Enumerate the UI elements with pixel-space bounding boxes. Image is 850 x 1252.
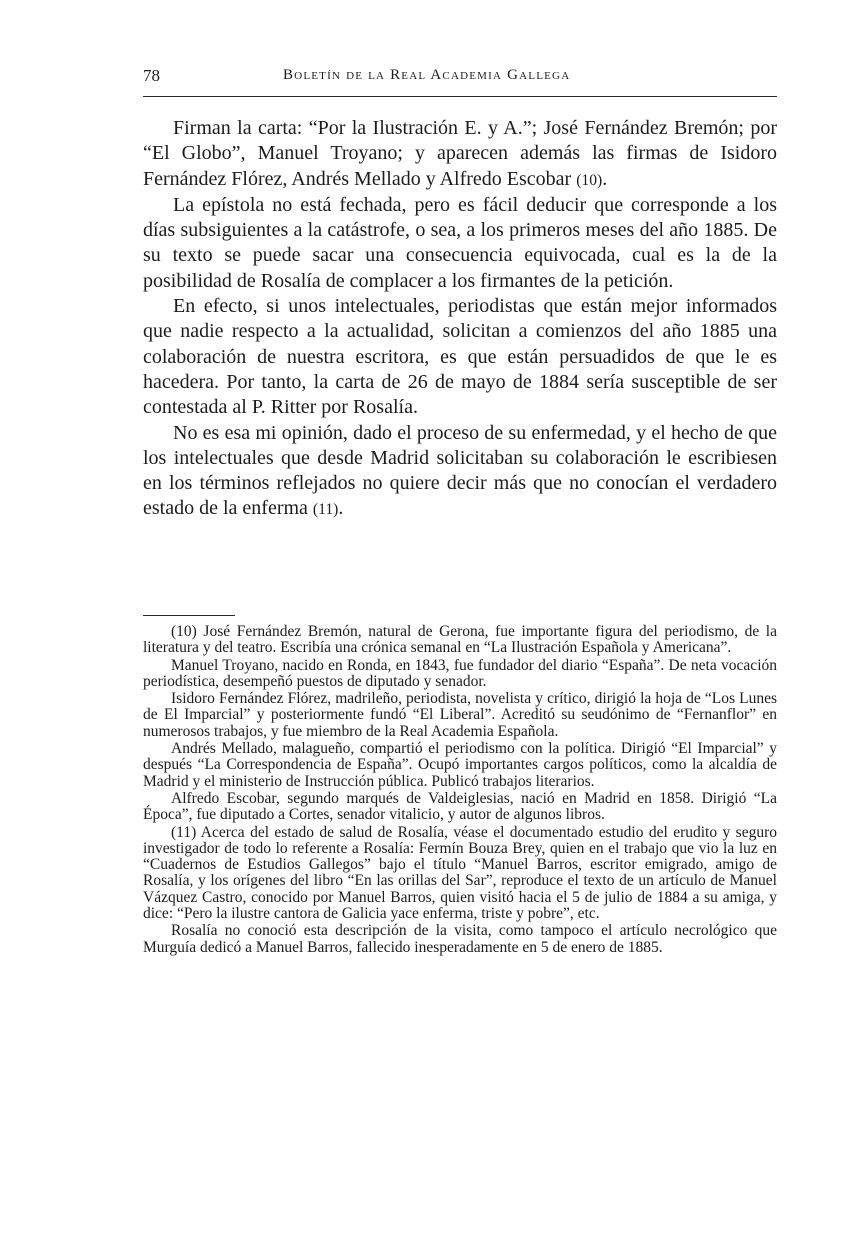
- footnote-10-bremon: (10) José Fernández Bremón, natural de Gerona, fue importante figura del periodismo, de la literatura y del teatro. Escribía una crónica semanal en “La Ilustración Española y Americana”.: [143, 623, 777, 657]
- footnote-10-troyano: Manuel Troyano, nacido en Ronda, en 1843, fue fundador del diario “España”. De neta vocación periodística, desempeñó puestos de diputado y senador.: [143, 656, 777, 690]
- footnote-separator: [143, 615, 235, 616]
- footnote-11-obituary: Rosalía no conoció esta descripción de la visita, como tampoco el artículo necrológico que Murguía dedicó a Manuel Barros, fallecido inesperadamente en 5 de enero de 1885.: [143, 922, 777, 956]
- paragraph-text-end: .: [338, 497, 344, 520]
- footnote-reference-11: (11): [312, 501, 339, 519]
- page-number: 78: [143, 66, 160, 85]
- paragraph-text: No es esa mi opinión, dado el proceso de su enfermedad, y el hecho de que los intelectuales que desde Madrid solicitaban su colaboración le escribiesen en los términos reflejados no quiere decir más que no conocían el verdadero estado de la enferma: [143, 421, 777, 520]
- footnotes: [143, 624, 777, 956]
- paragraph-signatories: [143, 116, 777, 193]
- footnote-10-fernandez-florez: Isidoro Fernández Flórez, madrileño, periodista, novelista y crítico, dirigió la hoja de “Los Lunes de El Imparcial” y posteriormente fundó “El Liberal”. Acreditó su seudónimo de “Fernanflor” en numerosos trabajos, y fue miembro de la Real Academia Española.: [143, 690, 777, 740]
- paragraph-epistle-date: La epístola no está fechada, pero es fácil deducir que corresponde a los días subsiguientes a la catástrofe, o sea, a los primeros meses del año 1885. De su texto se puede sacar una consecuencia equivocada, cual es la de la posibilidad de Rosalía de complacer a los firmantes de la petición.: [143, 193, 777, 292]
- journal-title: Boletín de la Real Academia Gallega: [283, 67, 571, 83]
- paragraph-opinion: [143, 421, 777, 523]
- body-text: [143, 116, 777, 523]
- paragraph-in-effect: En efecto, si unos intelectuales, periodistas que están mejor informados que nadie respecto a la actualidad, solicitan a comienzos del año 1885 una colaboración de nuestra escritora, es que están persuadidos de que le es hacedera. Por tanto, la carta de 26 de mayo de 1884 sería susceptible de ser contestada al P. Ritter por Rosalía.: [143, 295, 777, 419]
- running-header: [143, 66, 777, 97]
- footnote-reference-10: (10): [576, 171, 603, 189]
- footnote-10-mellado: Andrés Mellado, malagueño, compartió el periodismo con la política. Dirigió “El Imparcial” y después “La Correspondencia de España”. Ocupó importantes cargos políticos, como la alcaldía de Madrid y el ministerio de Instrucción pública. Publicó trabajos literarios.: [143, 740, 777, 790]
- footnote-10-escobar: Alfredo Escobar, segundo marqués de Valdeiglesias, nació en Madrid en 1858. Dirigió “La Época”, fue diputado a Cortes, senador vitalicio, y autor de algunos libros.: [143, 789, 777, 824]
- paragraph-text-end: .: [602, 167, 608, 190]
- footnote-11-health: (11) Acerca del estado de salud de Rosalía, véase el documentado estudio del erudito y seguro investigador de todo lo referente a Rosalía: Fermín Bouza Brey, quien en el trabajo que vio la luz en “Cuadernos de Estudios Gallegos” bajo el título “Manuel Barros, escritor emigrado, amigo de Rosalía, y los orígenes del libro “En las orillas del Sar”, reproduce el texto de un artículo de Manuel Vázquez Castro, conocido por Manuel Barros, quien visitó hacia el 5 de julio de 1884 a su amiga, y dice: “Pero la ilustre cantora de Galicia yace enferma, triste y pobre”, etc.: [143, 823, 777, 923]
- paragraph-text: Firman la carta: “Por la Ilustración E. y A.”; José Fernández Bremón; por “El Globo”, Manuel Troyano; y aparecen además las firmas de Isidoro Fernández Flórez, Andrés Mellado y Alfredo Escobar: [143, 117, 777, 190]
